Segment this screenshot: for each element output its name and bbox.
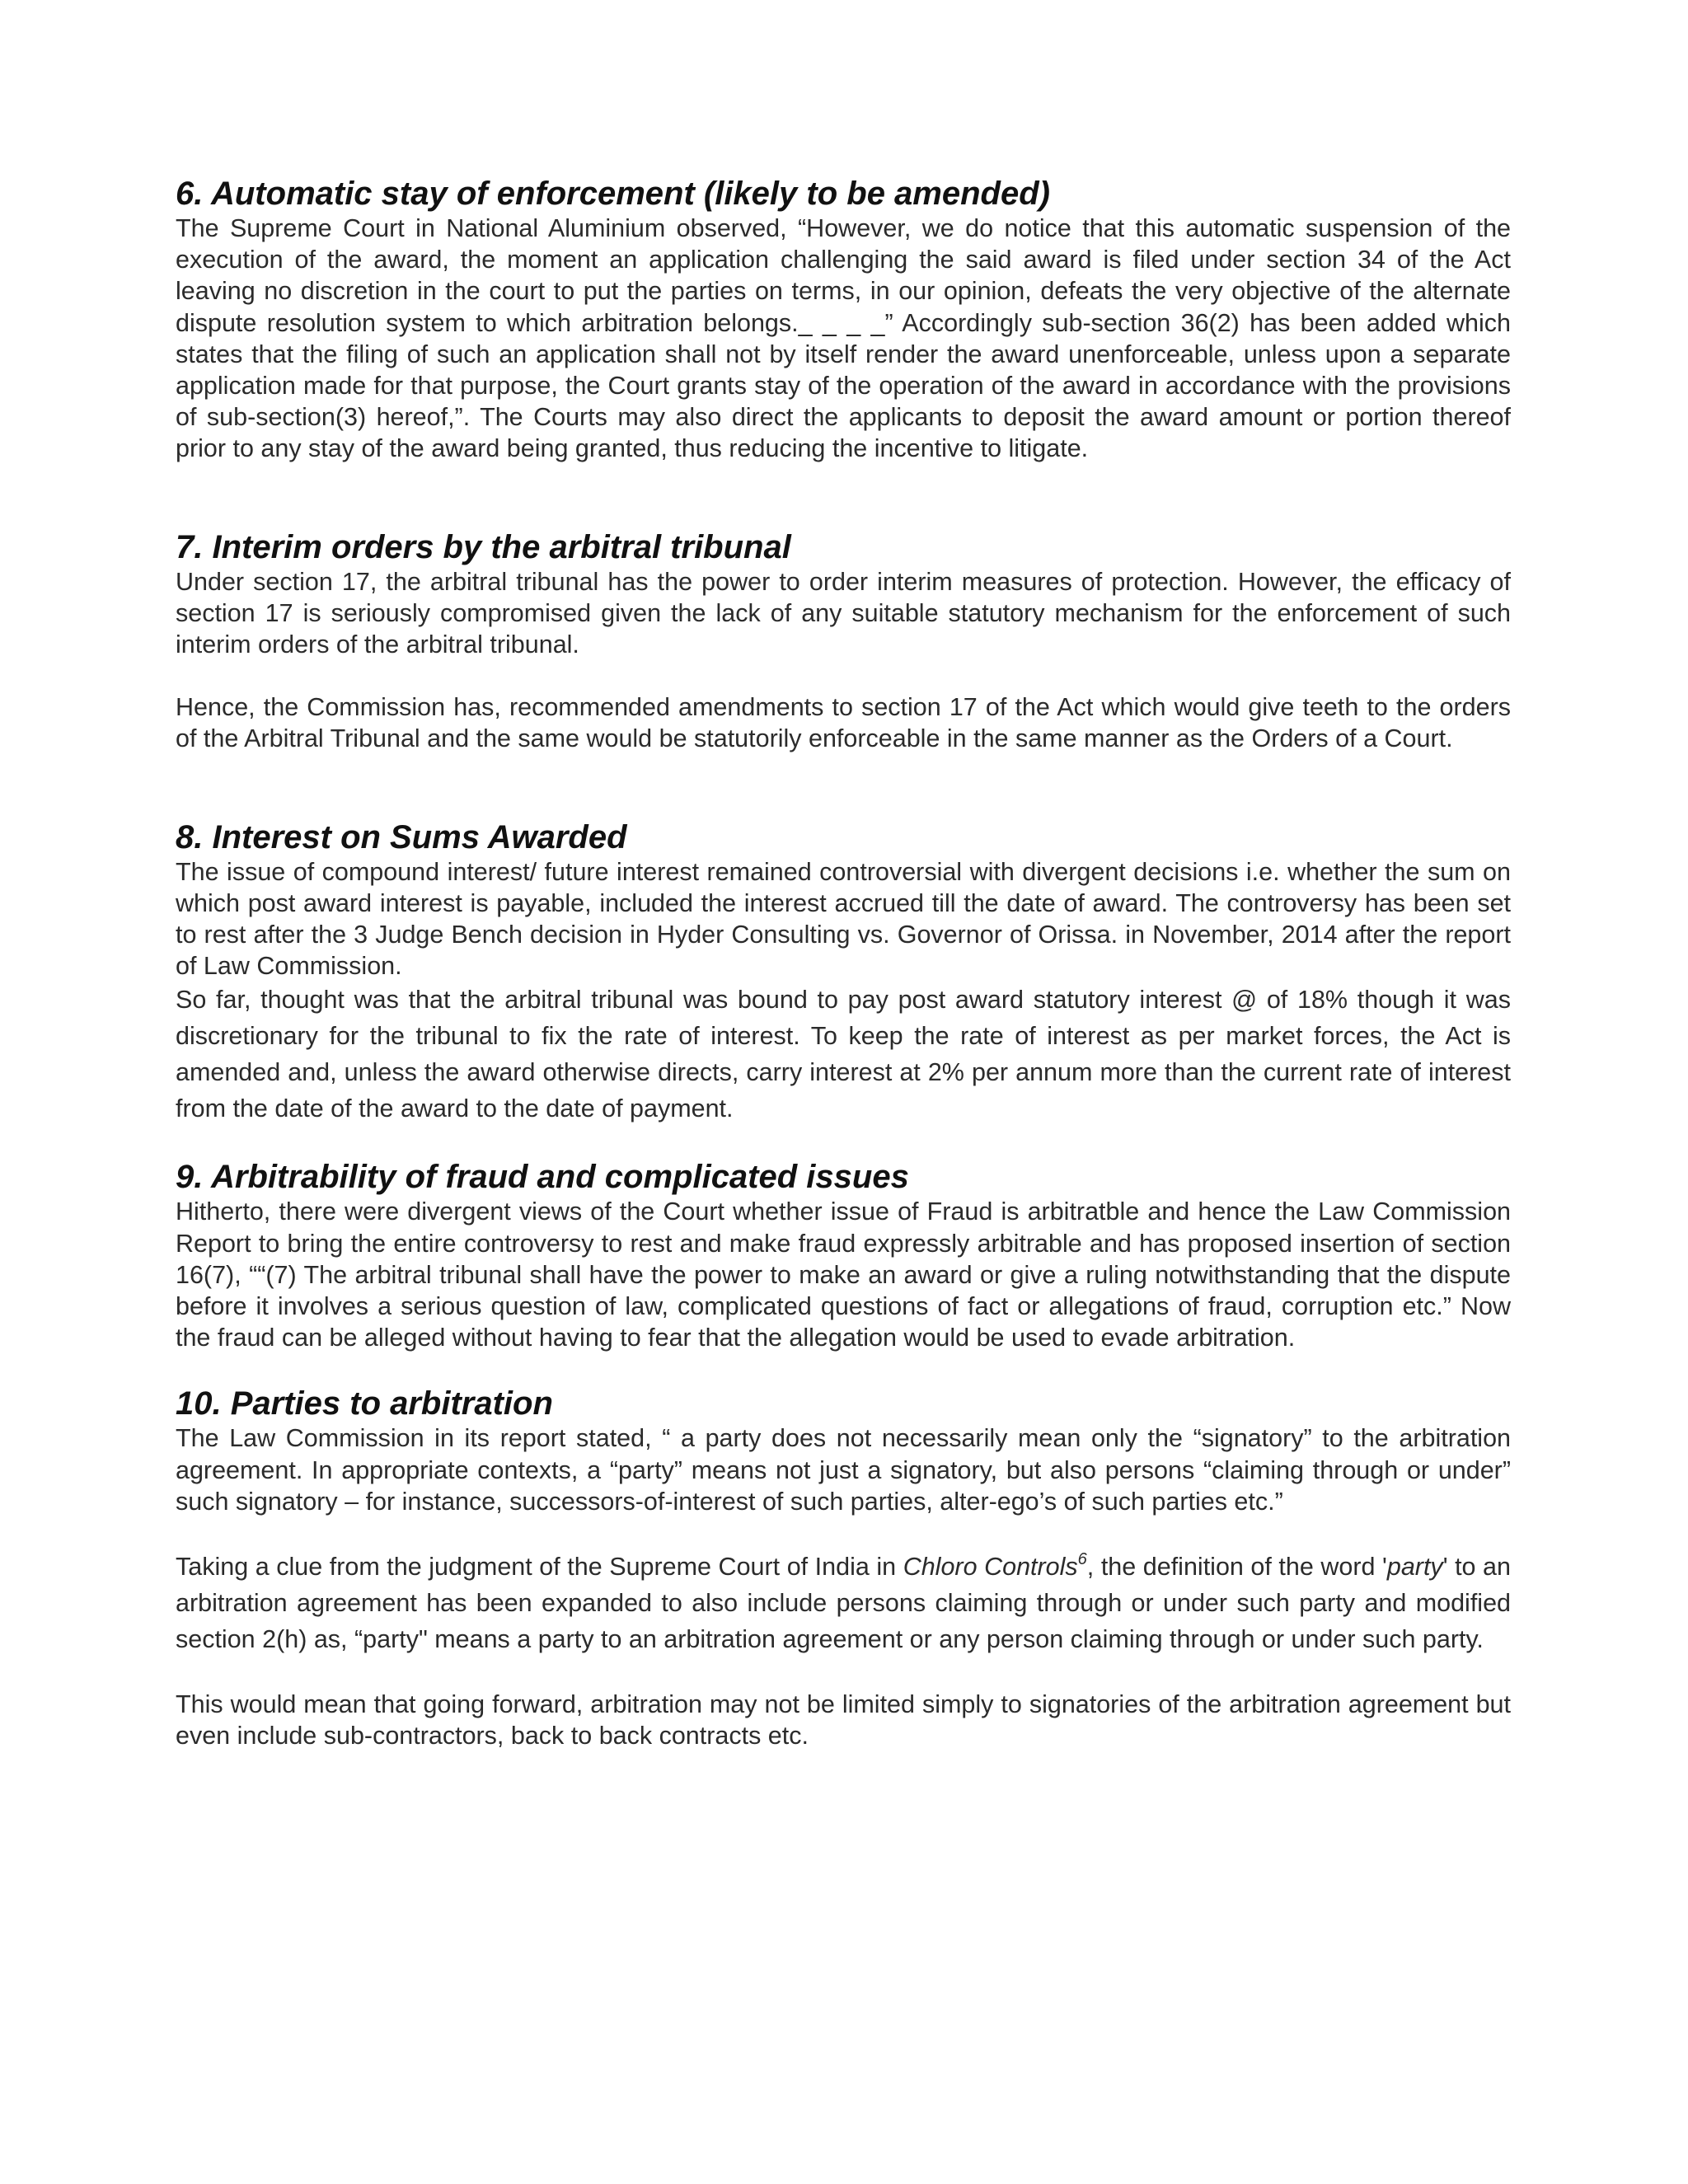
clue-text-before-case: Taking a clue from the judgment of the Supreme Court of India in — [176, 1553, 903, 1582]
section-heading: 6. Automatic stay of enforcement (likely to be amended) — [176, 176, 1050, 212]
closing-paragraph: This would mean that going forward, arbitration may not be limited simply to signatories of the arbitration agreement but even include sub-contractors, back to back contracts etc. — [176, 1690, 1511, 1750]
footnote-marker: 6 — [1077, 1549, 1087, 1568]
section-interest-on-sums — [176, 818, 1511, 1127]
section-paragraph: The Supreme Court in National Aluminium observed, “However, we do notice that this automatic suspension of the execution of the award, the moment an application challenging the said award is filed under section 34 of the Act leaving no discretion in the court to put the parties on terms, in our opinion, defeats the very objective of the alternate dispute resolution system to which arbitration belongs._ _ _ _” Accordingly sub-section 36(2) has been added which states that the filing of such an application shall not by itself render the award unenforceable, unless upon a separate application made for that purpose, the Court grants stay of the operation of the award in accordance with the provisions of sub-section(3) hereof,”. The Courts may also direct the applicants to deposit the award amount or portion thereof prior to any stay of the award being granted, thus reducing the incentive to litigate. — [176, 214, 1511, 463]
clue-text-after-party: ' to an arbitration agreement has been expanded to also include persons claiming through or under such party and modified section 2(h) as, “party" means a party to an arbitration agreement or any person claiming through or under such party. — [176, 1553, 1511, 1654]
section-spacer — [176, 1127, 1511, 1158]
section-paragraph: Hitherto, there were divergent views of the Court whether issue of Fraud is arbitratble and hence the Law Commission Report to bring the entire controversy to rest and make fraud expressly arbitrable and has proposed insertion of section 16(7), ““(7) The arbitral tribunal shall have the power to make an award or give a ruling notwithstanding that the dispute before it involves a serious question of law, complicated questions of fact or allegations of fraud, corruption etc.” Now the fraud can be alleged without having to fear that the allegation would be used to evade arbitration. — [176, 1197, 1511, 1352]
section-spacer — [176, 465, 1511, 528]
paragraph-spacer — [176, 660, 1511, 691]
section-paragraph: Hence, the Commission has, recommended amendments to section 17 of the Act which would give teeth to the orders of the Arbitral Tribunal and the same would be statutorily enforceable in the same manner as the Orders of a Court. — [176, 693, 1511, 753]
section-heading: 8. Interest on Sums Awarded — [176, 818, 627, 855]
section-paragraph: So far, thought was that the arbitral tribunal was bound to pay post award statutory interest @ of 18% though it was discretionary for the tribunal to fix the rate of interest. To keep the rate of interest as per market forces, the Act is amended and, unless the award otherwise directs, carry interest at 2% per annum more than the current rate of interest from the date of the award to the date of payment. — [176, 986, 1511, 1123]
section-paragraph: Under section 17, the arbitral tribunal has the power to order interim measures of protection. However, the efficacy of section 17 is seriously compromised given the lack of any suitable statutory mechanism for the enforcement of such interim orders of the arbitral tribunal. — [176, 567, 1511, 659]
section-parties-to-arbitration — [176, 1385, 1511, 1751]
clue-paragraph — [176, 1549, 1511, 1657]
paragraph-spacer — [176, 1517, 1511, 1549]
section-paragraph: The issue of compound interest/ future interest remained controversial with divergent decisions i.e. whether the sum on which post award interest is payable, included the interest accrued till the date of award. The controversy has been set to rest after the 3 Judge Bench decision in Hyder Consulting vs. Governor of Orissa. in November, 2014 after the report of Law Commission. — [176, 857, 1511, 981]
section-heading: 9. Arbitrability of fraud and complicated issues — [176, 1159, 909, 1196]
section-arbitrability-of-fraud — [176, 1158, 1511, 1353]
section-heading: 10. Parties to arbitration — [176, 1385, 553, 1422]
clue-text-after-case: , the definition of the word ' — [1086, 1553, 1387, 1582]
section-paragraph: The Law Commission in its report stated, “ a party does not necessarily mean only the “signatory” to the arbitration agreement. In appropriate contexts, a “party” means not just a signatory, but also persons “claiming through or under” such signatory – for instance, successors-of-interest of such parties, alter-ego’s of such parties etc.” — [176, 1424, 1511, 1516]
section-spacer — [176, 755, 1511, 818]
section-interim-orders — [176, 528, 1511, 755]
document-page — [176, 175, 1511, 1751]
paragraph-spacer — [176, 1657, 1511, 1689]
party-word: party — [1386, 1553, 1443, 1582]
section-heading: 7. Interim orders by the arbitral tribunal — [176, 528, 791, 565]
case-name: Chloro Controls — [903, 1553, 1078, 1582]
section-automatic-stay — [176, 175, 1511, 465]
section-spacer — [176, 1353, 1511, 1385]
